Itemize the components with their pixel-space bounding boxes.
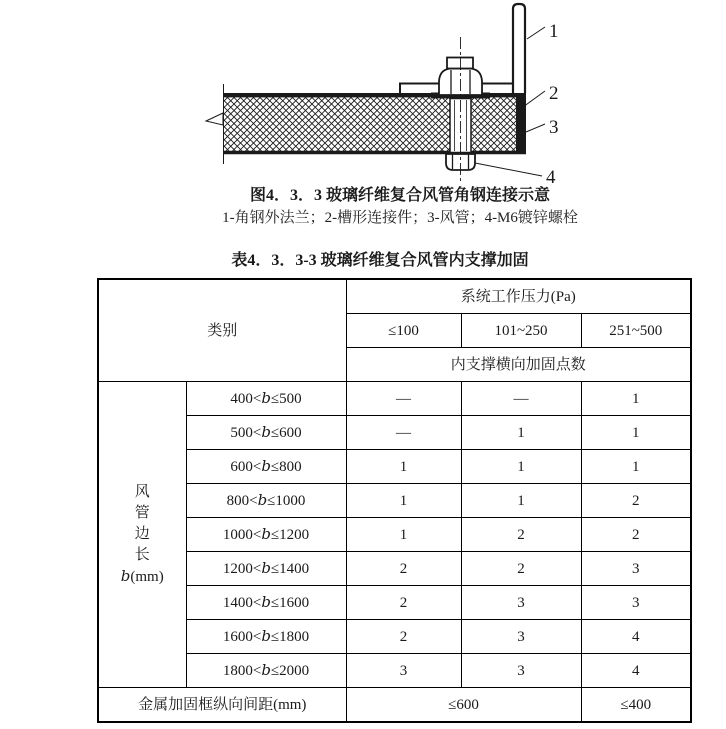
leader-line-4 <box>475 163 542 176</box>
footer-value: ≤600 <box>346 688 581 723</box>
footer-label: 金属加固框纵向间距(mm) <box>98 688 346 723</box>
row-group-header <box>98 382 186 688</box>
size-range-cell: 600<b≤800 <box>186 450 346 484</box>
size-range-cell: 1200<b≤1400 <box>186 552 346 586</box>
value-cell: 3 <box>461 586 581 620</box>
duct-panel-hatch <box>224 97 517 152</box>
footer-row <box>98 688 691 723</box>
angle-flange <box>513 4 525 93</box>
table-row <box>98 484 691 518</box>
row-group-header-unit: b(mm) <box>120 566 164 585</box>
duct-connection-figure <box>0 0 726 192</box>
leader-line-3 <box>526 124 545 132</box>
table-head <box>98 279 691 382</box>
break-mark <box>206 113 223 125</box>
value-cell: 2 <box>461 518 581 552</box>
header-row <box>98 279 691 314</box>
bolt-head <box>447 58 473 69</box>
size-range-cell: 500<b≤600 <box>186 416 346 450</box>
value-cell: 3 <box>581 586 691 620</box>
value-cell: 1 <box>461 450 581 484</box>
pressure-col-header: 101~250 <box>461 314 581 348</box>
table-row <box>98 382 691 416</box>
part-label-1: 1 <box>549 21 559 42</box>
channel-connector-web <box>516 93 526 154</box>
size-range-cell: 400<b≤500 <box>186 382 346 416</box>
table-row <box>98 586 691 620</box>
leader-line-1 <box>527 27 545 39</box>
value-cell: — <box>346 382 461 416</box>
value-cell: 2 <box>346 586 461 620</box>
table-row <box>98 416 691 450</box>
table-row <box>98 518 691 552</box>
size-range-cell: 1000<b≤1200 <box>186 518 346 552</box>
value-cell: — <box>346 416 461 450</box>
value-cell: 3 <box>581 552 691 586</box>
size-range-cell: 1800<b≤2000 <box>186 654 346 688</box>
footer-value: ≤400 <box>581 688 691 723</box>
table-row <box>98 450 691 484</box>
value-cell: 1 <box>346 450 461 484</box>
category-header: 类别 <box>98 279 346 382</box>
value-cell: 2 <box>346 552 461 586</box>
value-cell: 1 <box>581 382 691 416</box>
part-label-4: 4 <box>546 167 556 188</box>
row-group-header-char: 风 <box>134 483 150 500</box>
value-cell: 3 <box>461 654 581 688</box>
value-cell: 2 <box>346 620 461 654</box>
figure-legend: 1-角钢外法兰；2-槽形连接件；3-风管；4-M6镀锌螺栓 <box>222 210 578 226</box>
size-range-cell: 800<b≤1000 <box>186 484 346 518</box>
value-cell: 1 <box>461 484 581 518</box>
pressure-col-header: 251~500 <box>581 314 691 348</box>
value-cell: 2 <box>581 518 691 552</box>
table-row <box>98 552 691 586</box>
value-cell: 4 <box>581 654 691 688</box>
figure-caption: 图4．3．3 玻璃纤维复合风管角钢连接示意 <box>249 187 550 204</box>
row-group-header-char: 边 <box>134 525 150 542</box>
value-cell: 1 <box>581 450 691 484</box>
value-cell: 2 <box>581 484 691 518</box>
part-label-3: 3 <box>549 117 559 138</box>
subheader: 内支撑横向加固点数 <box>346 348 691 382</box>
value-cell: 3 <box>346 654 461 688</box>
pressure-group-header: 系统工作压力(Pa) <box>346 279 691 314</box>
table-body <box>98 382 691 688</box>
size-range-cell: 1400<b≤1600 <box>186 586 346 620</box>
value-cell: 1 <box>581 416 691 450</box>
value-cell: 3 <box>461 620 581 654</box>
value-cell: 1 <box>461 416 581 450</box>
table-row <box>98 620 691 654</box>
row-group-header-char: 长 <box>134 546 150 563</box>
value-cell: 1 <box>346 518 461 552</box>
size-range-cell: 1600<b≤1800 <box>186 620 346 654</box>
table-row <box>98 654 691 688</box>
reinforcement-table <box>97 278 692 723</box>
value-cell: 2 <box>461 552 581 586</box>
pressure-col-header: ≤100 <box>346 314 461 348</box>
table-foot <box>98 688 691 723</box>
table-title: 表4．3．3-3 玻璃纤维复合风管内支撑加固 <box>231 252 529 269</box>
leader-line-2 <box>523 91 545 107</box>
value-cell: 1 <box>346 484 461 518</box>
part-label-2: 2 <box>549 83 559 104</box>
value-cell: — <box>461 382 581 416</box>
value-cell: 4 <box>581 620 691 654</box>
row-group-header-char: 管 <box>134 504 150 521</box>
